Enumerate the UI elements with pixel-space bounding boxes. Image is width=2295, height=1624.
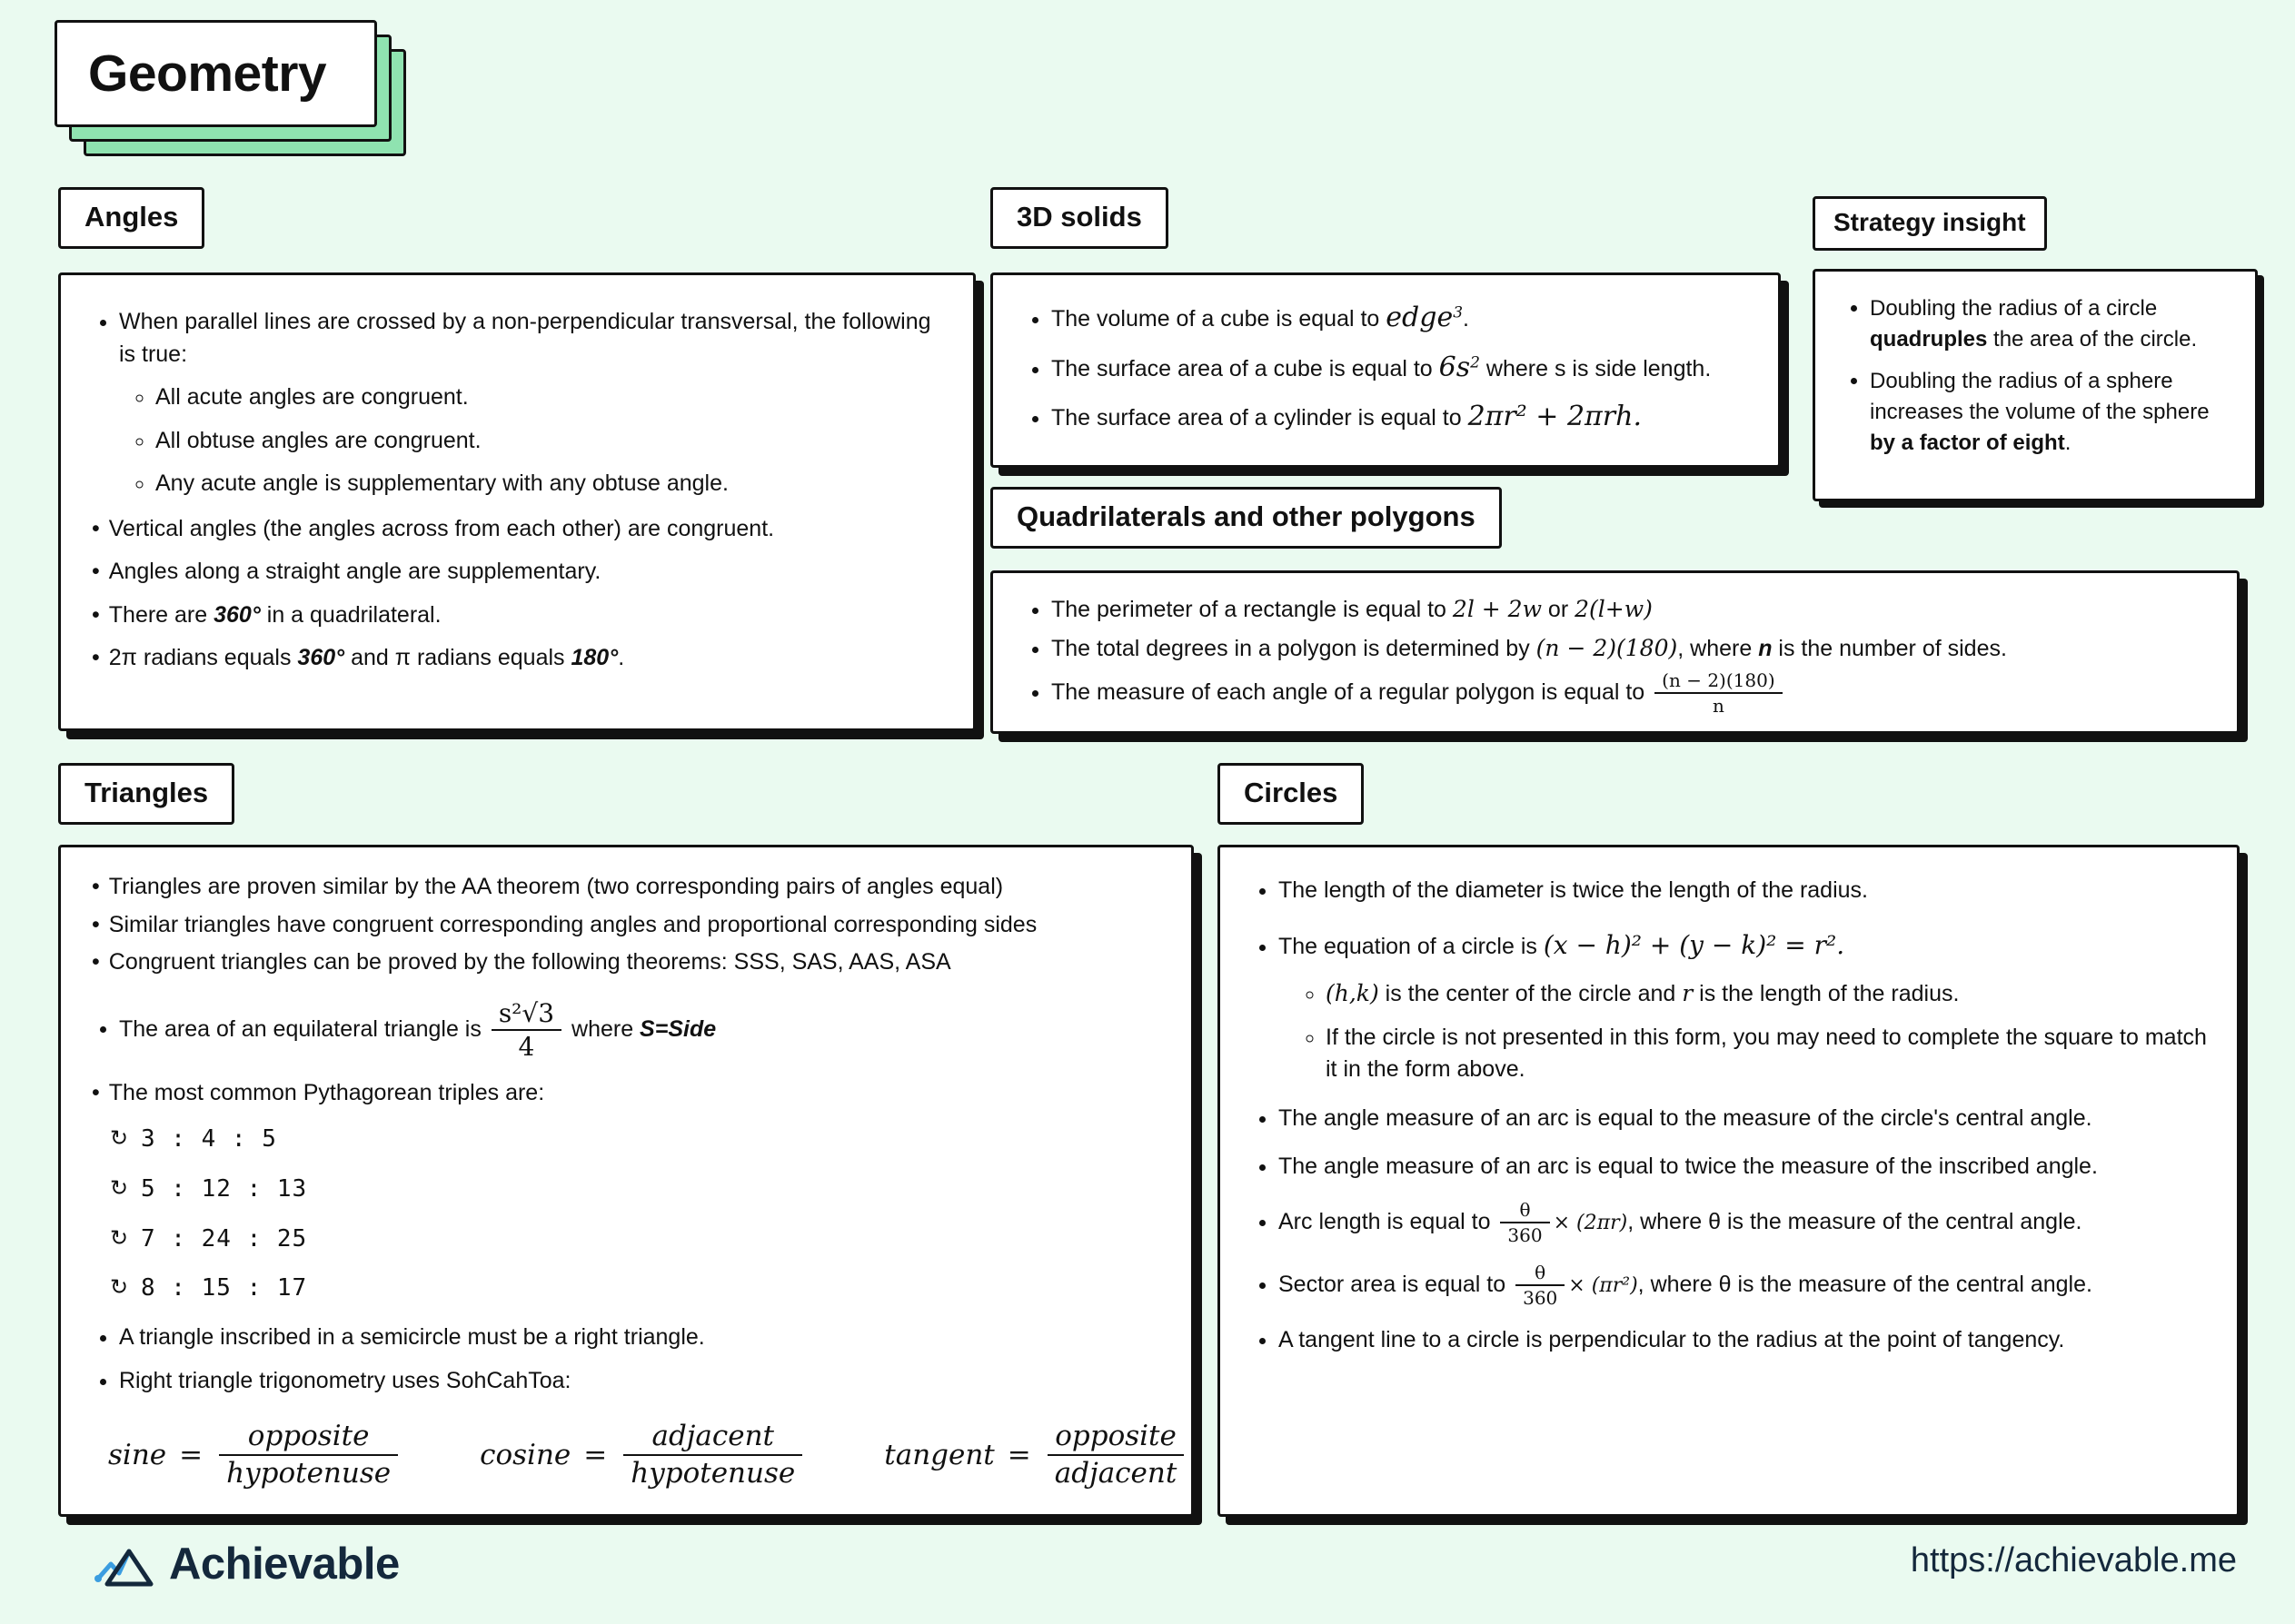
list-item: • Congruent triangles can be proved by the following theorems: SSS, SAS, AAS, ASA (92, 946, 1164, 979)
text: 2π radians equals (108, 645, 298, 670)
footer-url: https://achievable.me (1910, 1541, 2237, 1579)
text: The measure of each angle of a regular polygon is equal to (1051, 679, 1652, 705)
formula: (h,k) (1326, 980, 1379, 1007)
text: , where (1677, 635, 1759, 661)
footer-brand (94, 1537, 400, 1591)
text: . (618, 645, 625, 670)
numerator: θ (1515, 1263, 1565, 1286)
solids-list (1020, 299, 1751, 437)
denominator: 4 (518, 1031, 535, 1062)
text: is the center of the circle and (1378, 981, 1683, 1007)
text: is the number of sides. (1772, 635, 2007, 661)
text: Sector area is equal to (1278, 1271, 1513, 1297)
trig-name: tangent (884, 1439, 995, 1472)
triples-intro (88, 1077, 1164, 1110)
formula: × (πr²) (1568, 1273, 1638, 1297)
triangles-extra-list (88, 1322, 1164, 1397)
text: is the length of the radius. (1693, 981, 1960, 1007)
exponent: 3 (1453, 303, 1464, 322)
text: The surface area of a cylinder is equal to (1051, 405, 1468, 431)
strategy-list (1839, 293, 2231, 459)
numerator: θ (1500, 1200, 1549, 1223)
section-heading-triangles: Triangles (58, 763, 234, 825)
section-body-3d-solids (990, 272, 1781, 468)
text: Doubling the radius of a sphere increases the volume of the sphere (1870, 369, 2210, 425)
text: There are (108, 601, 214, 628)
triangles-area-list (88, 999, 1164, 1062)
text: where s is side length. (1479, 355, 1712, 381)
list-item (1051, 632, 2210, 666)
denominator: 360 (1507, 1224, 1543, 1247)
equals-sign: = (179, 1439, 204, 1472)
emphasis: 360° (297, 645, 345, 670)
denominator: n (1712, 695, 1724, 718)
section-heading-3d-solids: 3D solids (990, 187, 1168, 249)
formula: edge (1386, 302, 1454, 333)
formula: 6s (1438, 351, 1471, 383)
trig-formula-tangent (884, 1421, 1187, 1489)
text: The area of an equilateral triangle is (119, 1015, 488, 1042)
list-item (1870, 366, 2231, 459)
section-body-angles (58, 272, 976, 731)
list-item: • The most common Pythagorean triples are: (92, 1077, 1164, 1110)
title-text: Geometry (88, 45, 327, 103)
section-body-triangles (58, 845, 1194, 1517)
fraction (1654, 670, 1782, 717)
list-item: ↻ 7 : 24 : 25 (141, 1223, 1164, 1256)
text: Doubling the radius of a circle (1870, 296, 2158, 321)
denominator: hypotenuse (631, 1457, 796, 1490)
list-item: • Right triangle trigonometry uses SohCahToa: (119, 1365, 1164, 1398)
list-item: • The angle measure of an arc is equal to twice the measure of the inscribed angle. (1278, 1151, 2210, 1183)
list-item (1051, 593, 2210, 627)
list-item (1278, 1200, 2210, 1246)
trig-formula-cosine (480, 1421, 806, 1489)
list-item: ◦ All acute angles are congruent. (155, 381, 946, 414)
trig-formula-sine (108, 1421, 402, 1489)
text: The equation of a circle is (1278, 933, 1544, 959)
list-item (1278, 1263, 2210, 1309)
brand-name: Achievable (169, 1540, 400, 1589)
quads-list (1020, 593, 2210, 717)
list-item: • A tangent line to a circle is perpendicular to the radius at the point of tangency. (1278, 1324, 2210, 1357)
list-item: ↻ 8 : 15 : 17 (141, 1272, 1164, 1305)
angles-intro: When parallel lines are crossed by a non-perpendicular transversal, the following is true: (119, 309, 931, 367)
text: The perimeter of a rectangle is equal to (1051, 597, 1453, 622)
formula: (x − h)² + (y − k)² = r². (1543, 929, 1845, 960)
list-item (1051, 670, 2210, 717)
bold-text: by a factor of eight (1870, 431, 2065, 456)
text: . (1463, 306, 1469, 332)
circles-sublist (1278, 977, 2210, 1086)
section-heading-angles: Angles (58, 187, 204, 249)
equals-sign: = (583, 1439, 608, 1472)
numerator: (n − 2)(180) (1654, 670, 1782, 694)
angles-list-2 (88, 513, 946, 675)
list-item: • Vertical angles (the angles across from each other) are congruent. (92, 513, 946, 546)
section-body-circles (1217, 845, 2240, 1517)
fraction (1048, 1421, 1185, 1489)
exponent: 2 (1470, 353, 1480, 372)
list-item: ◦ Any acute angle is supplementary with any obtuse angle. (155, 468, 946, 500)
triangles-list (88, 871, 1164, 979)
numerator: adjacent (623, 1421, 802, 1456)
list-item: ↻ 5 : 12 : 13 (141, 1173, 1164, 1206)
formula: (n − 2)(180) (1535, 634, 1678, 661)
formula: × (2πr) (1553, 1211, 1628, 1234)
section-body-quadrilaterals (990, 570, 2240, 734)
formula: r (1682, 980, 1694, 1007)
list-item: ↻ 3 : 4 : 5 (141, 1123, 1164, 1156)
list-item: • The length of the diameter is twice the length of the radius. (1278, 875, 2210, 907)
fraction (492, 999, 561, 1062)
list-item (92, 599, 946, 632)
text: . (2064, 431, 2071, 456)
emphasis: n (1758, 635, 1773, 661)
section-heading-strategy-insight: Strategy insight (1813, 196, 2047, 251)
list-item (92, 642, 946, 675)
list-item (119, 999, 1164, 1062)
section-heading-quadrilaterals: Quadrilaterals and other polygons (990, 487, 1502, 549)
numerator: opposite (1048, 1421, 1185, 1456)
list-item: • Triangles are proven similar by the AA theorem (two corresponding pairs of angles equal) (92, 871, 1164, 904)
trig-name: sine (108, 1439, 167, 1472)
emphasis: 360° (214, 601, 261, 628)
list-item: • Angles along a straight angle are supplementary. (92, 556, 946, 589)
denominator: hypotenuse (226, 1457, 392, 1490)
text: The volume of a cube is equal to (1051, 306, 1386, 332)
text: The total degrees in a polygon is determined by (1051, 635, 1536, 661)
emphasis: S=Side (640, 1015, 717, 1042)
list-item: ◦ All obtuse angles are congruent. (155, 425, 946, 458)
list-item: • The angle measure of an arc is equal to the measure of the circle's central angle. (1278, 1103, 2210, 1135)
list-item: • A triangle inscribed in a semicircle must be a right triangle. (119, 1322, 1164, 1354)
fraction (1515, 1263, 1565, 1309)
numerator: s²√3 (492, 999, 561, 1031)
list-item (1870, 293, 2231, 355)
text: Arc length is equal to (1278, 1208, 1497, 1234)
text: where (565, 1015, 641, 1042)
formula: 2l + 2w (1452, 596, 1542, 622)
text: , where θ is the measure of the central angle. (1627, 1208, 2082, 1234)
list-item (1051, 299, 1751, 338)
section-body-strategy-insight (1813, 269, 2258, 501)
pythagorean-triples-list (88, 1123, 1164, 1306)
fraction (1500, 1200, 1549, 1246)
text: and π radians equals (344, 645, 571, 670)
trig-formulas (88, 1420, 1177, 1490)
denominator: adjacent (1054, 1457, 1177, 1490)
list-item (1051, 349, 1751, 388)
equals-sign: = (1007, 1439, 1031, 1472)
bold-text: quadruples (1870, 327, 1988, 352)
title-card (55, 20, 377, 127)
list-item: • Similar triangles have congruent corresponding angles and proportional corresponding sides (92, 909, 1164, 942)
angles-sublist (119, 381, 946, 500)
list-item (1278, 927, 2210, 1086)
trig-name: cosine (480, 1439, 571, 1472)
emphasis: 180° (571, 645, 619, 670)
list-item (119, 306, 946, 500)
fraction (623, 1421, 802, 1489)
text: The surface area of a cube is equal to (1051, 355, 1439, 381)
text: or (1541, 597, 1575, 622)
denominator: 360 (1523, 1286, 1558, 1309)
numerator: opposite (219, 1421, 398, 1456)
formula: 2(l+w) (1575, 596, 1653, 622)
fraction (219, 1421, 398, 1489)
list-item (1326, 977, 2210, 1011)
section-heading-circles: Circles (1217, 763, 1364, 825)
angles-list (88, 306, 946, 500)
formula: 2πr² + 2πrh. (1467, 401, 1642, 433)
text: the area of the circle. (1987, 327, 2198, 352)
page-title (55, 20, 409, 156)
text: in a quadrilateral. (260, 601, 442, 628)
list-item (1051, 398, 1751, 437)
list-item: ◦ If the circle is not presented in this form, you may need to complete the square to match it in the form above. (1326, 1022, 2210, 1086)
text: , where θ is the measure of the central angle. (1637, 1271, 2092, 1297)
circles-list (1247, 875, 2210, 1357)
achievable-logo-icon (94, 1537, 154, 1591)
